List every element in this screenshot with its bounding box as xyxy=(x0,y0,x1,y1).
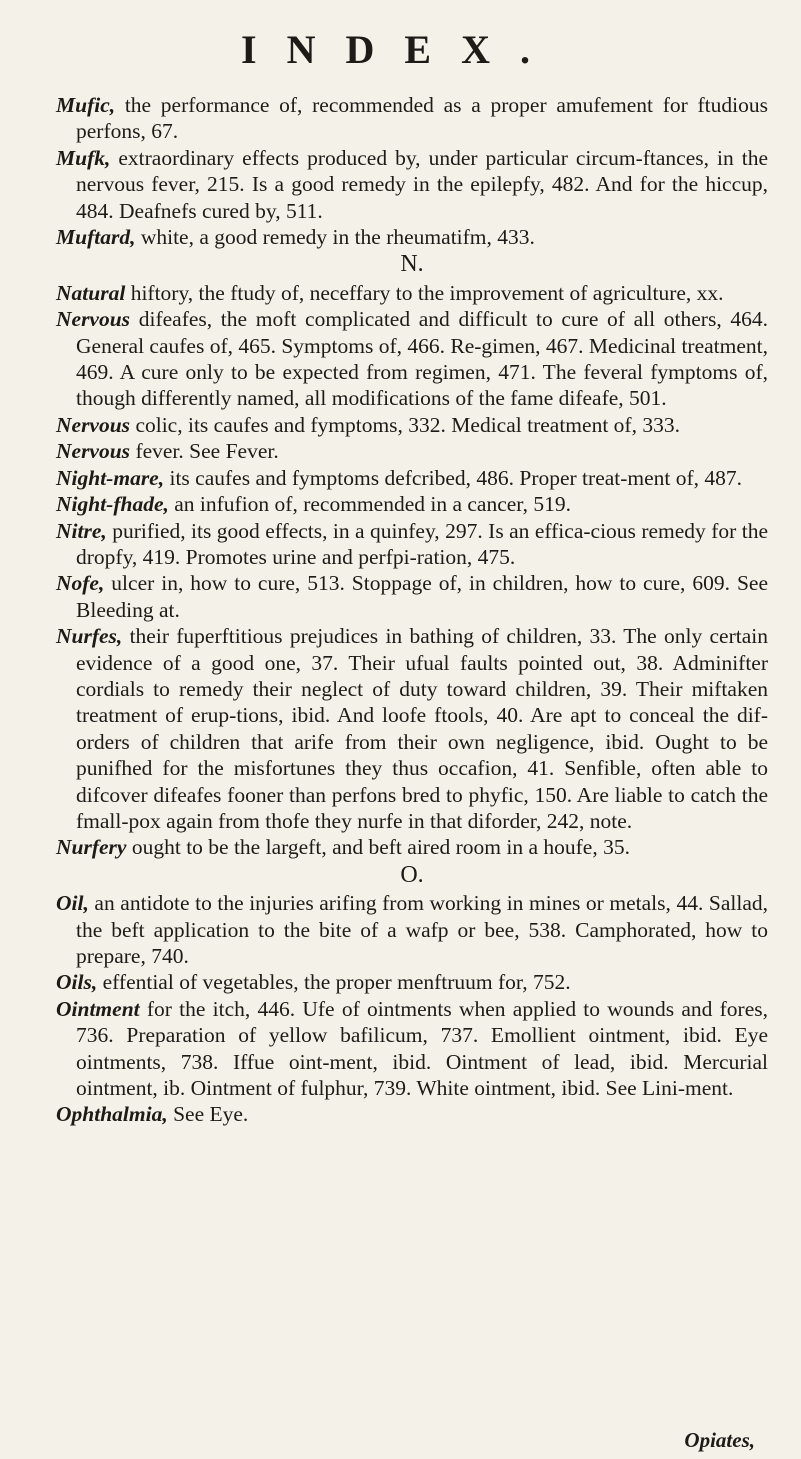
entry-text: See Eye. xyxy=(167,1102,249,1127)
index-entry xyxy=(56,412,768,438)
index-entry xyxy=(56,465,768,491)
entry-text: an antidote to the injuries arifing from working in mines or metals, 44. Sallad, the beft application to the bite of a wafp or bee, 538. Camphorated, how to prepare, 740. xyxy=(76,891,768,968)
entry-text: the performance of, recommended as a proper amufement for ftudious perfons, 67. xyxy=(76,93,768,144)
entry-headword: Nitre, xyxy=(56,518,107,543)
entry-headword: Oils, xyxy=(56,970,98,995)
entry-text: ulcer in, how to cure, 513. Stoppage of, in children, how to cure, 609. See Bleeding at. xyxy=(76,571,768,622)
index-entry xyxy=(56,280,768,306)
section-letter-n: N. xyxy=(400,251,424,278)
catchword: Opiates, xyxy=(684,1428,755,1452)
page-header: INDEX. xyxy=(241,27,560,72)
entry-headword: Nervous xyxy=(56,412,131,437)
index-entries xyxy=(56,92,768,1128)
entry-text: hiftory, the ftudy of, neceffary to the improvement of agriculture, xx. xyxy=(125,280,724,305)
index-entry xyxy=(56,518,768,571)
index-entry xyxy=(56,834,768,860)
entry-text: an infufion of, recommended in a cancer, 519. xyxy=(168,492,571,517)
index-entry xyxy=(56,996,768,1102)
entry-headword: Nurfery xyxy=(56,835,127,860)
entry-headword: Ophthalmia, xyxy=(56,1102,168,1127)
index-entry xyxy=(56,491,768,517)
entry-text: for the itch, 446. Ufe of ointments when applied to wounds and fores, 736. Preparation of yellow bafilicum, 737. Emollient ointment, ibid. Eye ointments, 738. Iffue oint-ment, ibid. Ointment of lead, ibid. Mercurial ointment, ib. Ointment of fulphur, 739. White ointment, ibid. See Lini-ment. xyxy=(76,996,768,1101)
entry-headword: Night-mare, xyxy=(56,465,165,490)
index-entry xyxy=(56,92,768,145)
entry-headword: Mufk, xyxy=(56,145,111,170)
index-entry xyxy=(56,145,768,224)
index-entry xyxy=(56,306,768,412)
entry-text: ought to be the largeft, and beft aired room in a houfe, 35. xyxy=(126,835,630,860)
entry-text: difeafes, the moft complicated and difficult to cure of all others, 464. General caufes of, 465. Symptoms of, 466. Re-gimen, 467. Medicinal treatment, 469. A cure only to be expected from regimen, 471. The feveral fymptoms of, though differently named, all modifications of the fame difeafe, 501. xyxy=(76,307,769,411)
entry-text: extraordinary effects produced by, under particular circum-ftances, in the nervous fever, 215. Is a good remedy in the epilepfy, 482. And for the hiccup, 484. Deafnefs cured by, 511. xyxy=(76,145,768,223)
index-entry xyxy=(56,224,768,250)
section-n xyxy=(56,280,768,861)
entry-headword: Natural xyxy=(56,280,126,305)
entry-headword: Nofe, xyxy=(56,571,105,596)
entry-headword: Ointment xyxy=(56,996,140,1021)
entry-text: colic, its caufes and fymptoms, 332. Medical treatment of, 333. xyxy=(130,412,680,437)
entry-headword: Oil, xyxy=(56,891,89,916)
index-entry xyxy=(56,570,768,623)
entry-headword: Night-fhade, xyxy=(56,492,169,517)
index-entry xyxy=(56,969,768,995)
index-entry xyxy=(56,1101,768,1127)
entry-text: their fuperftitious prejudices in bathing of children, 33. The only certain evidence of a good one, 37. Their ufual faults pointed out, 38. Adminifter cordials to remedy their neglect of duty toward children, 39. Their miftaken treatment of erup-tions, ibid. And loofe ftools, 40. Are apt to conceal the dif-orders of children that arife from their own negligence, ibid. Ought to be punifhed for the misfortunes they thus occafion, 41. Senfible, often able to difcover difeafes fooner than perfons bred to phyfic, 150. Are liable to catch the fmall-pox again from thofe they nurfe in that diforder, 242, note. xyxy=(76,624,768,833)
entry-headword: Muftard, xyxy=(56,225,136,250)
index-entry xyxy=(56,623,768,834)
section-m xyxy=(56,92,768,250)
entry-headword: Nervous xyxy=(56,307,131,332)
entry-text: effential of vegetables, the proper menftruum for, 752. xyxy=(97,970,571,995)
entry-text: its caufes and fymptoms defcribed, 486. Proper treat-ment of, 487. xyxy=(164,465,743,490)
section-letter-o: O. xyxy=(400,861,424,888)
index-entry xyxy=(56,438,768,464)
entry-headword: Mufic, xyxy=(56,93,116,117)
entry-text: fever. See Fever. xyxy=(130,439,279,464)
section-o xyxy=(56,890,768,1128)
entry-text: purified, its good effects, in a quinfey, 297. Is an effica-cious remedy for the dropfy, 419. Promotes urine and perfpi-ration, 475. xyxy=(76,518,768,569)
entry-headword: Nurfes, xyxy=(56,624,123,649)
index-entry xyxy=(56,890,768,969)
entry-headword: Nervous xyxy=(56,439,131,464)
entry-text: white, a good remedy in the rheumatifm, 433. xyxy=(135,225,535,250)
